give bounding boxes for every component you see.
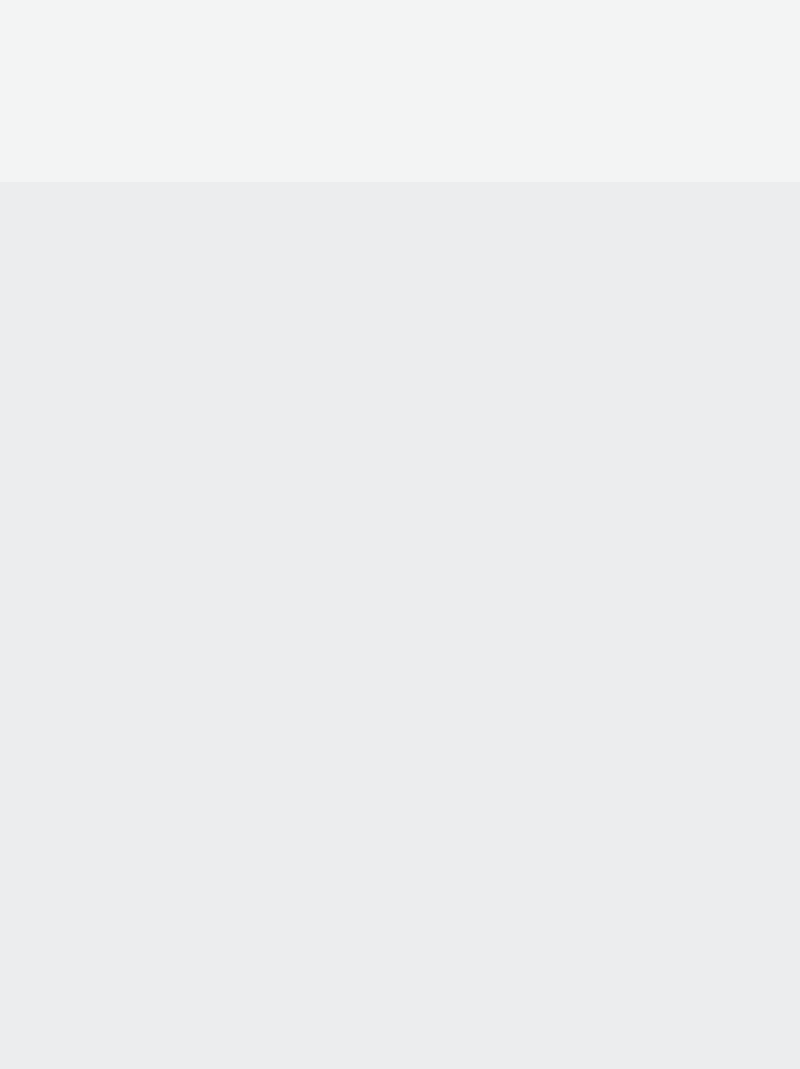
model-badge <box>45 16 163 56</box>
performance-chart <box>28 344 462 756</box>
work-direction-diagram <box>460 306 770 578</box>
side-view-drawing <box>8 186 403 344</box>
boom-dimension-scale <box>0 118 800 196</box>
parameter-title <box>58 786 66 815</box>
